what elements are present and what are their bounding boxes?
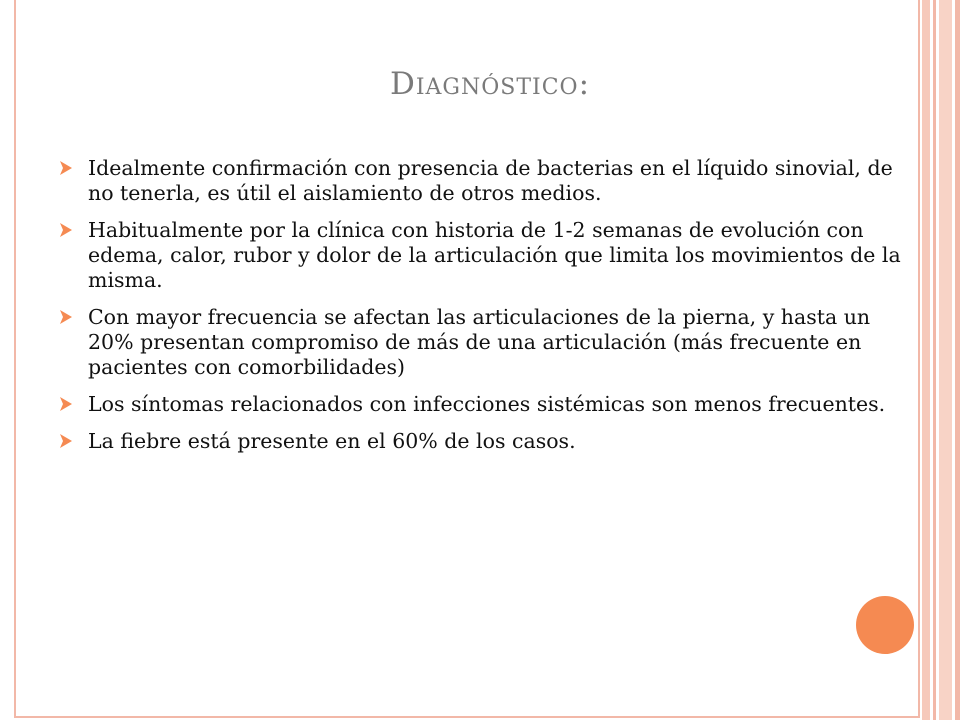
arrowhead-bullet-icon	[60, 161, 72, 175]
bullet-text: Con mayor frecuencia se afectan las articulaciones de la pierna, y hasta un 20% presentan compromiso de más de una articulación (más frecuente en pacientes con comorbilidades)	[88, 305, 871, 379]
bullet-text: La fiebre está presente en el 60% de los casos.	[88, 429, 576, 453]
arrowhead-bullet-icon	[60, 397, 72, 411]
bullet-item	[56, 305, 916, 380]
bullet-item	[56, 429, 916, 454]
bullet-item	[56, 392, 916, 417]
bullet-text: Los síntomas relacionados con infecciones sistémicas son menos frecuentes.	[88, 392, 886, 416]
bullet-list	[56, 156, 916, 466]
arrowhead-bullet-icon	[60, 223, 72, 237]
bullet-text: Idealmente confirmación con presencia de bacterias en el líquido sinovial, de no tenerla, es útil el aislamiento de otros medios.	[88, 156, 893, 205]
right-decorative-stripe	[939, 0, 952, 720]
arrowhead-bullet-icon	[60, 434, 72, 448]
right-decorative-stripe	[955, 0, 960, 720]
slide-title: Diagnóstico:	[389, 66, 591, 102]
arrowhead-bullet-icon	[60, 310, 72, 324]
bullet-item	[56, 218, 916, 293]
bullet-text: Habitualmente por la clínica con historia de 1-2 semanas de evolución con edema, calor, rubor y dolor de la articulación que limita los movimientos de la misma.	[88, 218, 901, 292]
bullet-item	[56, 156, 916, 206]
right-decorative-stripe	[922, 0, 930, 720]
right-decorative-stripe	[933, 0, 936, 720]
decorative-orange-circle	[856, 596, 914, 654]
